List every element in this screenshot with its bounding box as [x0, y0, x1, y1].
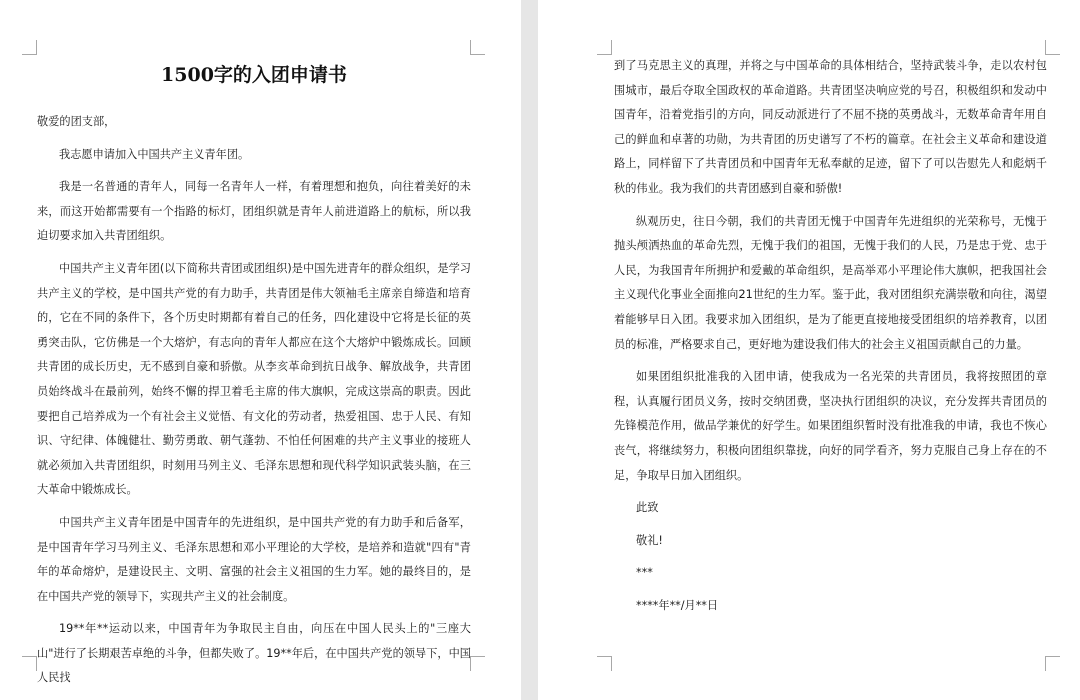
margin-mark-bottom-right — [470, 656, 485, 671]
closing-line-1: 此致 — [636, 501, 659, 515]
margin-mark-bottom-left — [597, 656, 612, 671]
paragraph-7: 如果团组织批准我的入团申请，使我成为一名光荣的共青团员，我将按照团的章程，认真履行团员义务，按时交纳团费，坚决执行团组织的决议，充分发挥共青团员的先锋模范作用，做品学兼优的好学生。如果团组织暂时没有批准我的申请，我也不恢心丧气，将继续努力，积极向团组织靠拢，向好的同学看齐，努力克服自己身上存在的不足，争取早日加入团组织。 — [614, 370, 1047, 482]
margin-mark-bottom-right — [1045, 656, 1060, 671]
margin-mark-top-right — [1045, 40, 1060, 55]
closing-block — [614, 496, 1047, 618]
paragraph-1: 我志愿申请加入中国共产主义青年团。 — [59, 147, 250, 161]
margin-mark-top-left — [597, 40, 612, 55]
page-right-content — [614, 54, 1047, 626]
paragraph-3: 中国共产主义青年团(以下简称共青团或团组织)是中国先进青年的群众组织，是学习共产主义的学校，是中国共产党的有力助手，共青团是伟大领袖毛主席亲自缔造和培育的，它在不同的条件下，各个历史时期都有着自己的任务，四化建设中它将是长征的英勇突击队，它仿佛是一个大熔炉，有志向的青年人都应在这个大熔炉中锻炼成长。回顾共青团的成长历史，无不感到自豪和骄傲。从李亥革命到抗日战争、解放战争，共青团员始终战斗在最前列，始终不懈的捍卫着毛主席的伟大旗帜，完成这崇高的职责。因此要把自己培养成为一个有社会主义觉悟、有文化的劳动者，热爱祖国、忠于人民、有知识、守纪律、体魄健壮、勤劳勇敢、朝气蓬勃、不怕任何困难的共产主义事业的接班人就必须加入共青团组织，时刻用马列主义、毛泽东思想和现代科学知识武装头脑，在三大革命中锻炼成长。 — [37, 261, 471, 497]
page-left-content — [37, 60, 471, 699]
margin-mark-top-right — [470, 40, 485, 55]
paragraph-5-continued: 到了马克思主义的真理，并将之与中国革命的具体相结合，坚持武装斗争，走以农村包围城市，最后夺取全国政权的革命道路。共青团坚决响应党的号召，积极组织和发动中国青年，沿着党指引的方向，同反动派进行了不屈不挠的英勇战斗，无数革命青年用自己的鲜血和卓著的功勋，为共青团的历史谱写了不朽的篇章。在社会主义革命和建设道路上，同样留下了共青团员和中国青年无私奉献的足迹，留下了可以告慰先人和彪炳千秋的伟业。我为我们的共青团感到自豪和骄傲! — [614, 59, 1047, 195]
margin-mark-bottom-left — [22, 656, 37, 671]
document-title: 1500字的入团申请书 — [161, 64, 347, 86]
paragraph-2: 我是一名普通的青年人，同每一名青年人一样，有着理想和抱负，向往着美好的未来，而这开始都需要有一个指路的标灯，团组织就是青年人前进道路上的航标，所以我迫切要求加入共青团组织。 — [37, 180, 471, 243]
paragraph-4: 中国共产主义青年团是中国青年的先进组织，是中国共产党的有力助手和后备军，是中国青年学习马列主义、毛泽东思想和邓小平理论的大学校，是培养和造就"四有"青年的革命熔炉，是建设民主、文明、富强的社会主义祖国的生力军。她的最终目的，是在中国共产党的领导下，实现共产主义的社会制度。 — [37, 515, 471, 603]
salutation: 敬爱的团支部， — [37, 115, 116, 128]
closing-line-2: 敬礼! — [636, 533, 663, 547]
margin-mark-top-left — [22, 40, 37, 55]
document-page-left — [0, 0, 521, 700]
paragraph-5-start: 19**年**运动以来，中国青年为争取民主自由，向压在中国人民头上的"三座大山"进行了长期艰苦卓绝的斗争，但都失败了。19**年后，在中国共产党的领导下，中国人民找 — [37, 622, 471, 685]
date: ****年**/月**日 — [636, 598, 719, 612]
document-page-right — [538, 0, 1080, 700]
signature: *** — [636, 566, 653, 580]
paragraph-6: 纵观历史，往日今朝，我们的共青团无愧于中国青年先进组织的光荣称号，无愧于抛头颅洒热血的革命先烈，无愧于我们的祖国，无愧于我们的人民，乃是忠于党、忠于人民，为我国青年所拥护和爱戴的革命组织，是高举邓小平理论伟大旗帜，把我国社会主义现代化事业全面推向21世纪的生力军。鉴于此，我对团组织充满崇敬和向往，渴望着能够早日入团。我要求加入团组织，是为了能更直接地接受团组织的培养教育，以团员的标准，严格要求自己，更好地为建设我们伟大的社会主义祖国贡献自己的力量。 — [614, 214, 1047, 351]
